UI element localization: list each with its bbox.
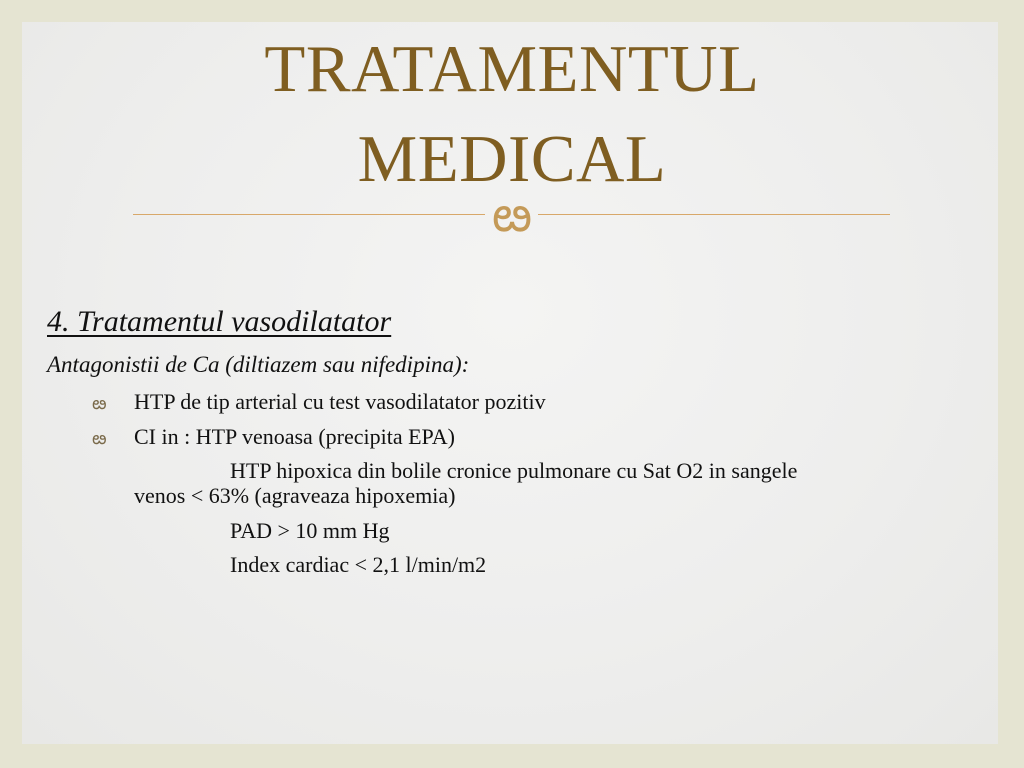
section-subheading: Antagonistii de Ca (diltiazem sau nifedipina): — [47, 352, 470, 377]
bullet-fleuron-icon: ఴ — [92, 393, 107, 413]
contraindication-line-1: HTP hipoxica din bolile cronice pulmonare cu Sat O2 in sangele — [230, 458, 798, 483]
bullet-fleuron-icon: ఴ — [92, 428, 107, 448]
title-line-2: MEDICAL — [357, 122, 667, 196]
bullet-item-2 — [92, 424, 455, 453]
bullet-text-2: CI in : HTP venoasa (precipita EPA) — [134, 424, 455, 449]
section-heading: 4. Tratamentul vasodilatator — [47, 305, 392, 338]
fleuron-icon: ఴ — [491, 186, 533, 242]
contraindication-line-1-wrap: venos < 63% (agraveaza hipoxemia) — [134, 483, 456, 508]
bullet-item-1 — [92, 389, 546, 418]
bullet-text-1: HTP de tip arterial cu test vasodilatator pozitiv — [134, 389, 546, 414]
contraindication-line-3: Index cardiac < 2,1 l/min/m2 — [230, 552, 487, 577]
contraindication-line-2: PAD > 10 mm Hg — [230, 518, 390, 543]
title-line-1: TRATAMENTUL — [264, 32, 760, 106]
